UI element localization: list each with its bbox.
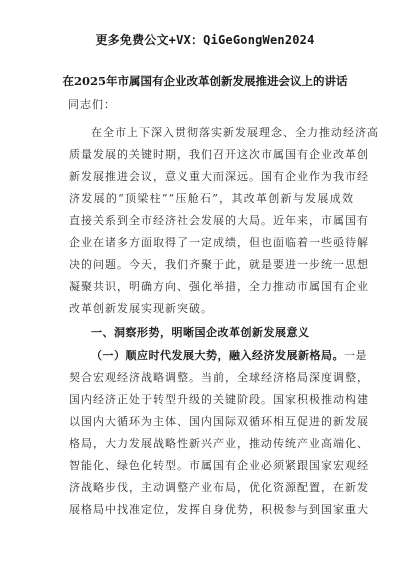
intro-line: 改革创新发展实现新突破。 (69, 302, 213, 315)
intro-line: 企业在诸多方面取得了一定成绩，但也面临着一些亟待解 (69, 236, 369, 249)
body-line: 格局，大力发展战略性新兴产业，推动传统产业高端化、 (69, 437, 369, 450)
section-heading: 一、洞察形势，明晰国企改革创新发展意义 (91, 326, 310, 339)
intro-line: 济发展的“顶梁柱”“压舱石”，其改革创新与发展成效 (69, 192, 354, 205)
subsection-heading: （一）顺应时代发展大势，融入经济发展新格局。 (91, 349, 344, 362)
body-line: 展格局中找准定位，发挥自身优势，积极参与到国家重大 (69, 503, 369, 516)
body-line: 济战略步伐，主动调整产业布局，优化资源配置，在新发 (69, 481, 369, 494)
intro-line: 决的问题。今天，我们齐聚于此，就是要进一步统一思想 (69, 258, 369, 271)
body-line: 以国内大循环为主体、国内国际双循环相互促进的新发展 (69, 415, 369, 428)
greeting: 同志们： (68, 98, 116, 111)
intro-line: 新发展推进会议，意义重大而深远。国有企业作为我市经 (69, 170, 369, 183)
intro-line: 凝聚共识，明确方向、强化举措，全力推动市属国有企业 (69, 280, 369, 293)
body-line: 智能化、绿色化转型。市属国有企业必须紧跟国家宏观经 (69, 459, 369, 472)
intro-line: 直接关系到全市经济社会发展的大局。近年来，市属国有 (69, 214, 369, 227)
body-line: 契合宏观经济战略调整。当前，全球经济格局深度调整， (69, 371, 369, 384)
body-line: 国内经济正处于转型升级的关键阶段。国家积极推动构建 (69, 393, 369, 406)
intro-line: 质量发展的关键时期，我们召开这次市属国有企业改革创 (69, 148, 369, 161)
intro-line: 在全市上下深入贯彻落实新发展理念、全力推动经济高 (91, 126, 379, 139)
promo-banner: 更多免费公文+VX：QiGeGongWen2024 (95, 33, 315, 47)
subsection-heading-line (91, 349, 367, 362)
subsection-heading-tail: 一是 (344, 349, 367, 362)
speech-title: 在2025年市属国有企业改革创新发展推进会议上的讲话 (62, 74, 348, 88)
